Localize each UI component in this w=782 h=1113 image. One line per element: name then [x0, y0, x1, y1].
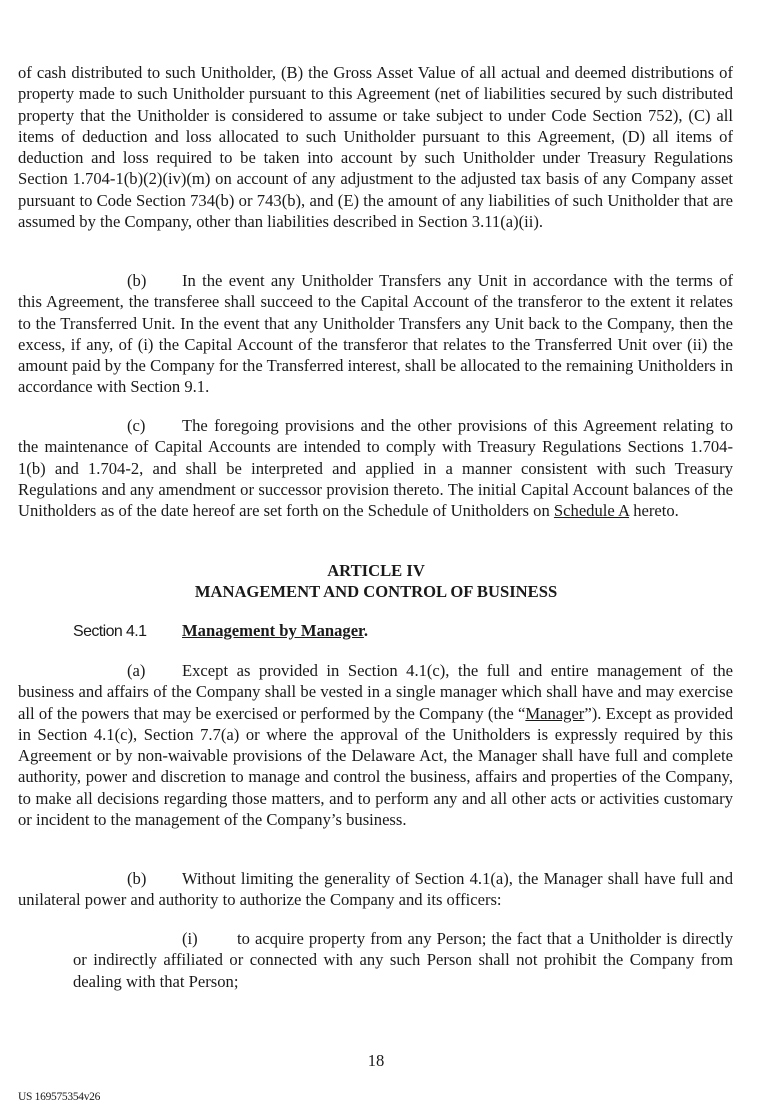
section-title: Management by Manager	[182, 621, 364, 640]
paragraph-3-c	[18, 415, 733, 521]
paragraph-3-b	[18, 270, 733, 398]
article-number: ARTICLE IV	[327, 561, 425, 580]
paragraph-label: (i)	[182, 929, 198, 948]
paragraph-text: In the event any Unitholder Transfers any Unit in accordance with the terms of this Agreement, the transferee shall succeed to the Capital Account of the transferor to the extent it relates to the Transferred Unit. In the event that any Unitholder Transfers any Unit back to the Company, then the excess, if any, of (i) the Capital Account of the transferor that relates to the Transferred Unit over (ii) the amount paid by the Company for the Transferred interest, shall be allocated to the remaining Unitholders in accordance with Section 9.1.	[18, 271, 733, 397]
paragraph-text: The foregoing provisions and the other provisions of this Agreement relating to the maintenance of Capital Accounts are intended to comply with Treasury Regulations Sections 1.704-1(b) and 1.704-2, and shall be interpreted and applied in a manner consistent with such Treasury Regulations and any amendment or successor provision thereto. The initial Capital Account balances of the Unitholders as of the date hereof are set forth on the Schedule of Unitholders on	[18, 416, 733, 521]
paragraph-4-1-b	[18, 868, 733, 911]
page-number: 18	[367, 1051, 385, 1070]
section-number: Section 4.1	[73, 623, 147, 640]
paragraph-4-1-b-i	[73, 928, 733, 992]
paragraph-label: (a)	[127, 661, 146, 680]
paragraph-label: (c)	[127, 416, 146, 435]
paragraph-text-end: hereto.	[629, 501, 679, 521]
paragraph-capital-account-continuation	[18, 62, 733, 232]
paragraph-text: Except as provided in Section 4.1(c), the full and entire management of the business and affairs of the Company shall be vested in a single manager which shall have and may exercise all of the powers that may be exercised or performed by the Company (the “	[18, 661, 733, 723]
paragraph-text: to acquire property from any Person; the fact that a Unitholder is directly or indirectly affiliated or connected with any such Person shall not prohibit the Company from dealing with that Person;	[73, 929, 733, 991]
paragraph-text: Without limiting the generality of Section 4.1(a), the Manager shall have full and unilateral power and authority to authorize the Company and its officers:	[18, 869, 733, 910]
paragraph-label: (b)	[127, 869, 147, 888]
paragraph-text-end: ”). Except as provided in Section 4.1(c), Section 7.7(a) or where the approval of the Unitholders is expressly required by this Agreement or by non-waivable provisions of the Delaware Act, the Manager shall have full and complete authority, power and discretion to manage and control the business, affairs and properties of the Company, to make all decisions regarding those matters, and to perform any and all other acts or activities customary or incident to the management of the Company’s business.	[18, 703, 733, 830]
paragraph-text: of cash distributed to such Unitholder, (B) the Gross Asset Value of all actual and deemed distributions of property made to such Unitholder pursuant to this Agreement (net of liabilities secured by such distributed property that the Unitholder is considered to assume or take subject to under Code Section 752), (C) all items of deduction and loss allocated to such Unitholder pursuant to this Agreement, (D) all items of deduction and loss required to be taken into account by such Unitholder under Treasury Regulations Section 1.704-1(b)(2)(iv)(m) on account of any adjustment to the adjusted tax basis of any Company asset pursuant to Code Section 734(b) or 743(b), and (E) the amount of any liabilities of such Unitholder that are assumed by the Company, other than liabilities described in Section 3.11(a)(ii).	[18, 63, 733, 232]
section-title-period: .	[363, 621, 369, 640]
section-heading	[73, 620, 368, 642]
paragraph-label: (b)	[127, 271, 147, 290]
document-id: US 169575354v26	[18, 1091, 101, 1103]
article-title: MANAGEMENT AND CONTROL OF BUSINESS	[194, 582, 558, 601]
paragraph-4-1-a	[18, 660, 733, 830]
defined-term-manager: Manager	[525, 703, 585, 723]
schedule-a-link[interactable]: Schedule A	[553, 501, 630, 521]
